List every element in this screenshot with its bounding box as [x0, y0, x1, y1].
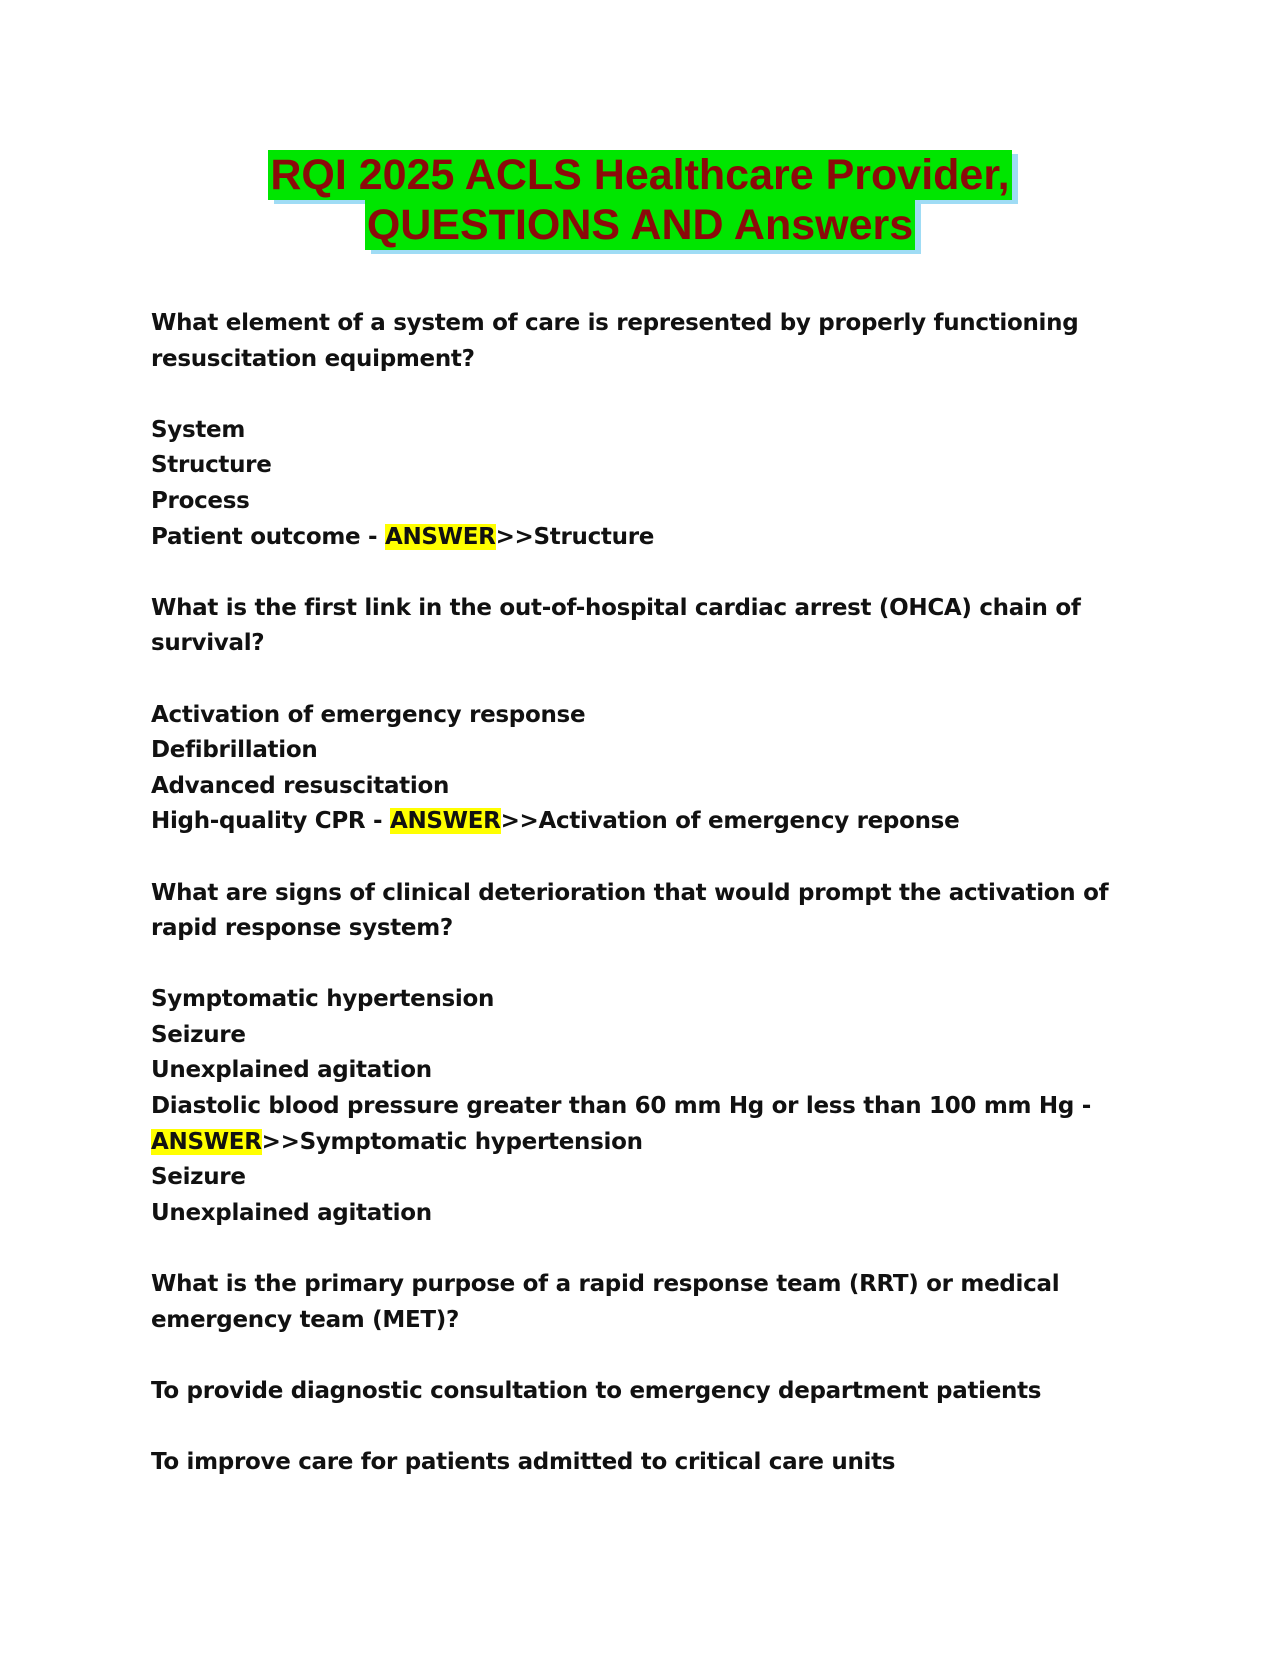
option-item: Process [151, 487, 250, 514]
option-item: Seizure [151, 1021, 246, 1048]
question-text: What element of a system of care is represented by properly functioning [151, 310, 1079, 336]
answer-continuation: Unexplained agitation [151, 1199, 432, 1226]
answer-text: Symptomatic hypertension [299, 1128, 643, 1155]
option-item: Advanced resuscitation [151, 772, 450, 799]
answer-arrow: >> [261, 1128, 300, 1155]
answer-text: Activation of emergency reponse [538, 808, 960, 835]
question-text: survival? [151, 630, 265, 657]
answer-marker: ANSWER [151, 1128, 262, 1155]
option-item: Activation of emergency response [151, 701, 586, 728]
question-text: What are signs of clinical deterioration that would prompt the activation of [151, 879, 1109, 906]
option-item: Defibrillation [151, 737, 318, 764]
question-block [151, 306, 1151, 555]
answer-arrow: >> [495, 523, 534, 550]
question-block [151, 876, 1151, 1232]
title-line-2: QUESTIONS AND Answers [366, 201, 914, 249]
answer-line [151, 520, 1151, 556]
option-item: High-quality CPR - [151, 808, 390, 835]
option-item: Diastolic blood pressure greater than 60 mm Hg or less than 100 mm Hg - [151, 1093, 1091, 1120]
answer-continuation: Seizure [151, 1164, 246, 1191]
answer-marker: ANSWER [384, 523, 496, 550]
answer-line [151, 804, 1151, 840]
question-block [151, 591, 1151, 840]
question-text: emergency team (MET)? [151, 1306, 460, 1333]
answer-line [151, 1125, 1151, 1161]
option-item: Unexplained agitation [151, 1057, 432, 1084]
option-item: To improve care for patients admitted to critical care units [151, 1449, 896, 1475]
answer-marker: ANSWER [389, 808, 501, 835]
answer-arrow: >> [500, 808, 539, 835]
question-text: resuscitation equipment? [151, 345, 475, 372]
option-item: To provide diagnostic consultation to emergency department patients [151, 1377, 1042, 1404]
question-block [151, 1267, 1151, 1481]
option-item: Patient outcome - [151, 523, 385, 550]
option-item: Structure [151, 452, 272, 479]
option-item: Symptomatic hypertension [151, 986, 495, 1013]
answer-text: Structure [533, 523, 655, 550]
option-item: System [151, 416, 246, 443]
question-text: What is the first link in the out-of-hospital cardiac arrest (OHCA) chain of [151, 594, 1081, 621]
question-list [151, 306, 1151, 1481]
question-text: rapid response system? [151, 915, 453, 942]
title-line-1: RQI 2025 ACLS Healthcare Provider, [270, 151, 1010, 199]
document-title [0, 150, 1280, 250]
question-text: What is the primary purpose of a rapid response team (RRT) or medical [151, 1271, 1060, 1298]
